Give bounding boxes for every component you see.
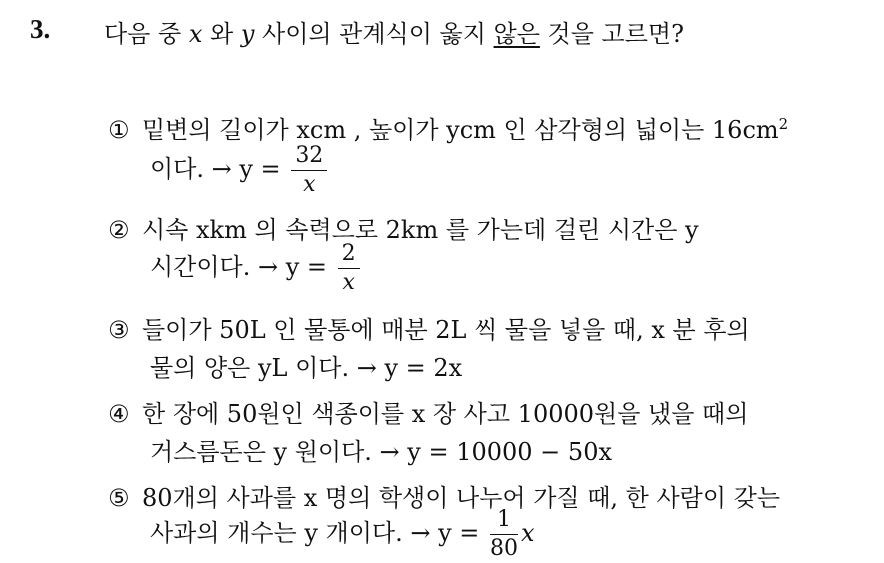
variable-y: y [240,20,255,48]
option-5-marker: ⑤ [108,484,130,512]
variable-x: x [188,20,203,48]
option-4-formula-text: 거스름돈은 y 원이다. → y = 10000 − 50x [150,438,612,466]
option-5-line-2 [150,506,535,563]
option-2-fraction [338,240,360,297]
option-4-marker: ④ [108,400,130,428]
stem-text-post: 것을 고르면? [539,20,684,48]
stem-text-pre: 다음 중 [104,20,189,48]
option-1-marker: ① [108,116,130,144]
option-5-fraction [490,506,518,563]
stem-underlined-word: 않은 [493,20,540,48]
option-1-formula-text: 이다. → y = [150,155,281,183]
option-5-formula-tail: x [521,519,535,547]
option-1-line-1 [108,110,788,145]
option-5-fraction-numerator: 1 [490,506,518,535]
option-2-formula-text: 시간이다. → y = [150,253,328,281]
option-1-line-2 [150,142,330,199]
stem-text-mid1: 와 [202,20,241,48]
option-2-marker: ② [108,216,130,244]
option-3-marker: ③ [108,316,130,344]
question-stem [104,14,684,49]
option-5-text: 80개의 사과를 x 명의 학생이 나누어 가질 때, 한 사람이 갖는 [142,484,781,512]
option-2-fraction-numerator: 2 [338,240,360,269]
option-5-formula-text: 사과의 개수는 y 개이다. → y = [150,519,480,547]
option-1-fraction [291,142,327,199]
option-3-line-1 [108,310,750,345]
option-2-fraction-denominator: x [342,270,355,295]
option-1-superscript: 2 [778,115,789,133]
option-3-line-2 [150,348,462,383]
option-2-line-2 [150,240,363,297]
question-number: 3. [30,14,51,44]
option-1-fraction-denominator: x [303,172,316,197]
option-5-fraction-denominator: 80 [490,536,519,561]
option-4-line-1 [108,394,748,429]
option-3-text: 들이가 50L 인 물통에 매분 2L 씩 물을 넣을 때, x 분 후의 [142,316,750,344]
option-4-text: 한 장에 50원인 색종이를 x 장 사고 10000원을 냈을 때의 [142,400,749,428]
option-3-formula-text: 물의 양은 yL 이다. → y = 2x [150,354,463,382]
option-1-text: 밑변의 길이가 xcm , 높이가 ycm 인 삼각형의 넓이는 16cm [142,116,779,144]
option-1-fraction-numerator: 32 [291,142,327,171]
option-2-text: 시속 xkm 의 속력으로 2km 를 가는데 걸린 시간은 y [142,216,699,244]
stem-text-mid2: 사이의 관계식이 옳지 [254,20,494,48]
option-4-line-2 [150,432,612,467]
